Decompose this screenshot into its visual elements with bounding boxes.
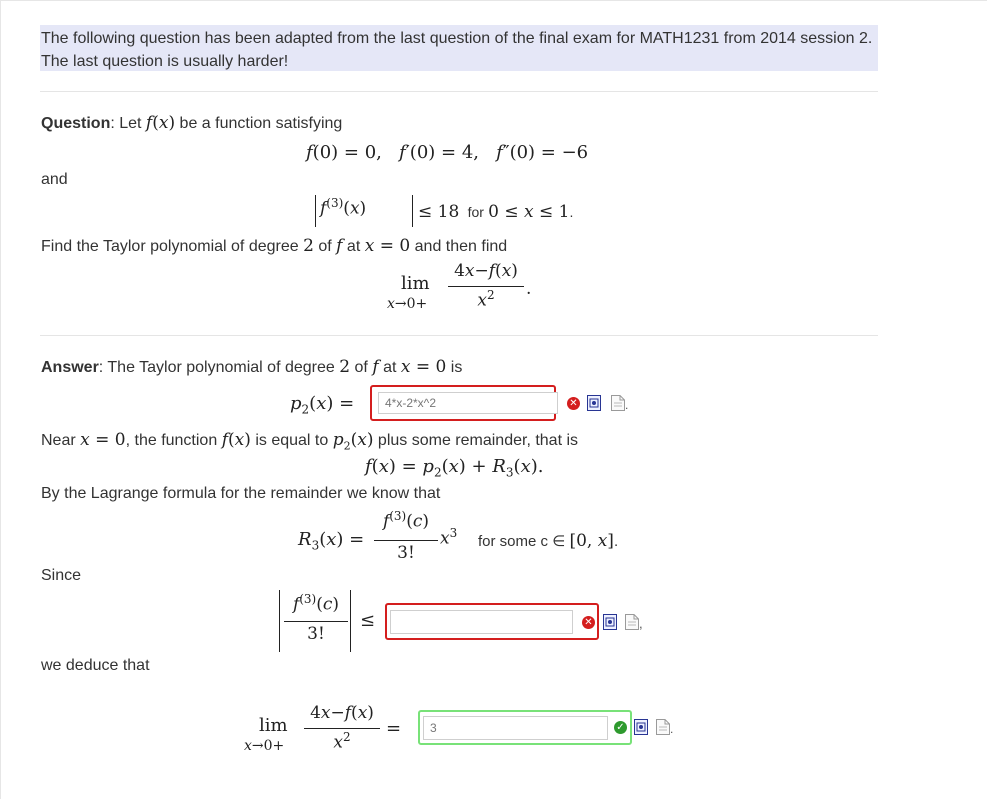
of-text: of: [318, 238, 332, 255]
lim-sub-1: x→0+: [387, 296, 428, 312]
near-text-2: , the function: [125, 432, 218, 449]
abs2-bar-left: [279, 590, 280, 652]
deduce-text: we deduce that: [41, 657, 150, 674]
preview-answer-icon[interactable]: [587, 395, 601, 411]
lim-word-1: lim: [401, 273, 430, 294]
bound-fraction-bar: [284, 621, 348, 622]
abs-bar-left: [315, 195, 316, 227]
syntax-help-icon-3[interactable]: [656, 719, 670, 735]
preview-answer-icon-3[interactable]: [634, 719, 648, 735]
lim-numerator-2: 4x−f(x): [310, 703, 374, 723]
for-some-text: for some c ∈: [478, 533, 566, 550]
abs-bar-right: [412, 195, 413, 227]
at-text: at: [346, 238, 361, 255]
near-line: Near x = 0, the function f(x) is equal to $p_2(x)$ plus some remainder, that is: [41, 430, 579, 453]
lim-word-2: lim: [259, 715, 288, 736]
find-line: Find the Taylor polynomial of degree 2 of f at x = 0 and then find: [41, 236, 508, 256]
correct-answer-icon: ✓: [614, 721, 627, 734]
for-some-line: for some c ∈ [0, x].: [478, 531, 619, 551]
lagrange-text: By the Lagrange formula for the remainder we know that: [41, 485, 441, 502]
answer-text-1: : The Taylor polynomial of degree: [98, 359, 335, 376]
p2-period: .: [625, 398, 629, 412]
equals-sign: =: [386, 718, 402, 739]
math-r3: $R_3(x)$ =: [298, 529, 365, 553]
r3-x-cubed: $x^3$: [440, 526, 458, 549]
leq-sign: ≤: [360, 610, 376, 631]
math-conditions: f(0) = 0, f′(0) = 4, f″(0) = −6: [306, 142, 589, 163]
answer-is-text: is: [450, 359, 463, 376]
answer-line: Answer: The Taylor polynomial of degree 2 of f at x = 0 is: [41, 357, 463, 377]
find-text: Find the Taylor polynomial of degree: [41, 238, 299, 255]
lim-fraction-bar-2: [304, 728, 380, 729]
r3-numerator: $f^{(3)}(c)$: [382, 509, 430, 532]
near-text-1: Near: [41, 432, 76, 449]
divider-top: [40, 91, 878, 92]
answer-at-text: at: [383, 359, 397, 376]
and-text: and: [41, 171, 68, 188]
near-text-4: plus some remainder, that is: [377, 432, 579, 449]
p2-answer-box: [370, 385, 556, 421]
math-third-derivative: $f^{(3)}(x)$: [320, 196, 367, 219]
lim-fraction-bar-1: [448, 286, 524, 287]
limit-period: .: [670, 722, 674, 736]
intro-note: [40, 25, 878, 71]
wrong-answer-icon-2: ✕: [582, 616, 595, 629]
math-taylor-remainder: $f(x) = p_2(x) + R_3(x)$.: [365, 456, 544, 480]
math-p2: $p_2(x)$ =: [290, 393, 355, 417]
math-fx: f(x): [145, 113, 176, 133]
lim-denominator-2: $x^2$: [333, 730, 351, 753]
then-find-text: and then find: [414, 238, 508, 255]
preview-answer-icon-2[interactable]: [603, 614, 617, 630]
question-text-2: be a function satisfying: [175, 115, 343, 132]
bound-numerator: $f^{(3)}(c)$: [292, 592, 340, 615]
lim-denominator-1: $x^2$: [477, 288, 495, 311]
r3-fraction-bar: [374, 540, 438, 541]
bound-denominator: 3!: [307, 624, 325, 644]
question-text-1: : Let: [110, 115, 146, 132]
wrong-answer-icon: ✕: [567, 397, 580, 410]
lim-period-1: .: [526, 279, 532, 299]
near-text-3: is equal to: [255, 432, 329, 449]
question-line: [41, 113, 342, 133]
divider-middle: [40, 335, 878, 336]
intro-line-1: The following question has been adapted from the last question of the final exam for MATH1231 from 2014 session 2.: [41, 30, 873, 47]
r3-denominator: 3!: [397, 543, 415, 563]
p2-input[interactable]: [378, 392, 558, 414]
bound-answer-box: [385, 603, 599, 640]
answer-of-text: of: [354, 359, 368, 376]
limit-answer-box: [418, 710, 632, 745]
lim-numerator-1: 4x−f(x): [454, 261, 518, 281]
answer-label: Answer: [41, 359, 99, 376]
bound-comma: ,: [639, 616, 643, 631]
limit-input[interactable]: [423, 716, 608, 740]
bound-line: ≤ 18 for 0 ≤ x ≤ 1.: [418, 202, 574, 222]
syntax-help-icon-2[interactable]: [625, 614, 639, 630]
abs2-bar-right: [350, 590, 351, 652]
syntax-help-icon[interactable]: [611, 395, 625, 411]
intro-line-2: The last question is usually harder!: [41, 53, 289, 70]
question-label: Question: [41, 115, 111, 132]
bound-input[interactable]: [390, 610, 573, 634]
for-text: for: [467, 204, 484, 220]
lim-sub-2: x→0+: [244, 738, 285, 754]
since-text: Since: [41, 567, 82, 584]
